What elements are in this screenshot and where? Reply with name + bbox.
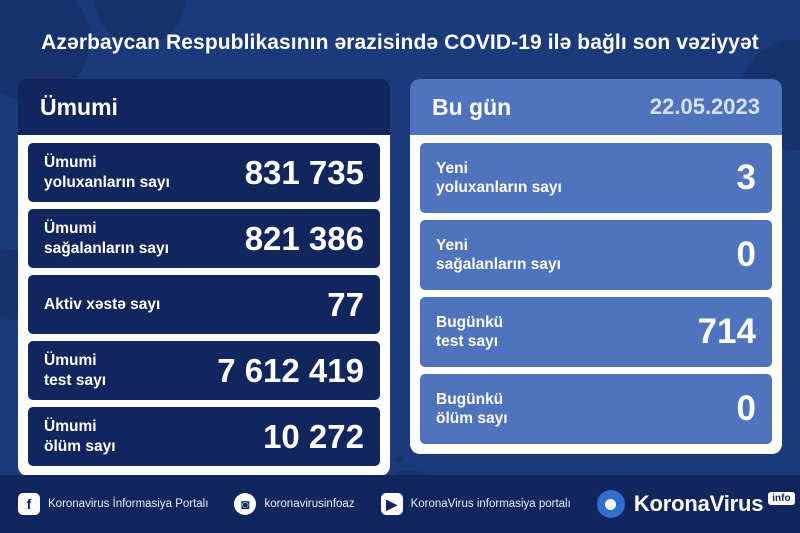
footer-bar <box>0 475 800 533</box>
row-label-line1: Bugünkü <box>436 390 504 408</box>
total-column <box>18 79 390 476</box>
table-row <box>28 143 380 202</box>
row-label <box>44 351 106 390</box>
stats-columns <box>0 55 800 476</box>
row-label-line2: sağalanların sayı <box>44 239 169 257</box>
row-label-line2: sağalanların sayı <box>436 256 561 273</box>
row-label-line1: Ümumi <box>44 220 97 238</box>
row-label <box>44 417 116 456</box>
row-value: 0 <box>736 389 756 428</box>
social-facebook[interactable] <box>18 493 208 515</box>
sun-virus-icon <box>597 490 625 518</box>
social-youtube[interactable] <box>381 493 571 515</box>
row-label <box>436 236 561 275</box>
table-row <box>420 374 772 444</box>
instagram-label: koronavirusinfoaz <box>264 498 355 510</box>
table-row <box>28 407 380 466</box>
row-label-line1: Yeni <box>436 159 468 177</box>
row-label <box>44 295 160 314</box>
table-row <box>420 143 772 213</box>
row-value: 0 <box>736 235 756 274</box>
row-label <box>436 390 508 429</box>
row-label <box>436 159 562 198</box>
row-value: 77 <box>327 285 364 323</box>
total-column-header <box>18 79 390 135</box>
row-value: 7 612 419 <box>217 351 364 389</box>
today-panel <box>410 135 782 454</box>
table-row <box>420 220 772 290</box>
report-date: 22.05.2023 <box>649 94 760 119</box>
row-label-line1: Yeni <box>436 236 468 254</box>
instagram-icon: ◙ <box>234 493 256 515</box>
row-value: 821 386 <box>244 219 364 257</box>
facebook-icon: f <box>18 493 40 515</box>
row-value: 3 <box>736 158 756 197</box>
facebook-label: Koronavirus İnformasiya Portalı <box>48 498 209 510</box>
row-label <box>44 219 169 258</box>
brand-name: KoronaVirus <box>633 491 764 516</box>
row-label-line2: ölüm sayı <box>436 410 508 427</box>
table-row <box>420 297 772 367</box>
youtube-icon: ▶ <box>381 493 403 515</box>
youtube-label: KoronaVirus informasiya portalı <box>410 498 571 510</box>
social-instagram[interactable] <box>234 493 354 515</box>
total-heading: Ümumi <box>40 93 118 120</box>
row-label-line1: Ümumi <box>44 418 97 436</box>
row-label-line2: test sayı <box>44 371 107 389</box>
row-label-line2: yoluxanların sayı <box>436 179 562 196</box>
row-value: 714 <box>697 312 756 351</box>
row-label-line1: Ümumi <box>44 154 97 172</box>
table-row <box>28 275 380 334</box>
table-row <box>28 209 380 268</box>
row-label <box>44 153 170 192</box>
row-label-line2: test sayı <box>436 333 499 350</box>
total-panel <box>18 135 390 476</box>
today-heading: Bu gün <box>432 93 512 120</box>
row-label-line2: ölüm sayı <box>44 437 116 455</box>
row-label-line1: Bugünkü <box>436 313 504 331</box>
table-row <box>28 341 380 400</box>
row-label <box>436 313 503 352</box>
row-label-line1: Ümumi <box>44 352 97 370</box>
row-value: 831 735 <box>244 153 364 191</box>
today-column-header <box>410 79 782 135</box>
today-column <box>410 79 782 476</box>
page-title: Azərbaycan Respublikasının ərazisində COVID-19 ilə bağlı son vəziyyət <box>41 31 759 54</box>
row-label-line2: yoluxanların sayı <box>44 173 170 191</box>
row-value: 10 272 <box>263 417 364 455</box>
brand-logo[interactable] <box>597 490 795 518</box>
row-label-line1: Aktiv xəstə sayı <box>44 295 161 313</box>
brand-suffix: info <box>768 492 794 505</box>
